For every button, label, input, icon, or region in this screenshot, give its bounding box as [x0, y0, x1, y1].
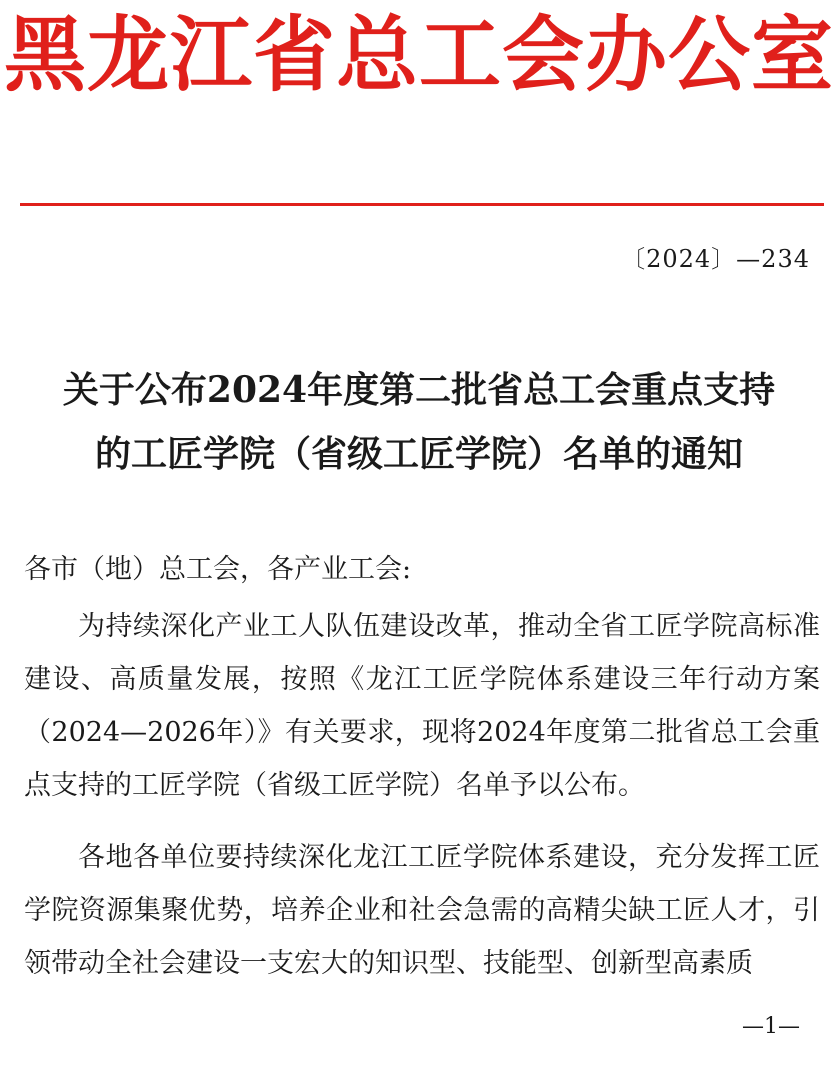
- document-title-line-1: 关于公布2024年度第二批省总工会重点支持: [62, 369, 776, 411]
- red-separator-line: [20, 203, 824, 206]
- document-title: [0, 358, 838, 486]
- document-title-line-2: 的工匠学院（省级工匠学院）名单的通知: [94, 433, 743, 475]
- page-number: —1—: [742, 1014, 800, 1039]
- document-number: 〔2024〕—234: [621, 245, 810, 273]
- issuing-office-header: 黑龙江省总工会办公室: [3, 8, 834, 103]
- salutation: 各市（地）总工会，各产业工会:: [24, 554, 412, 585]
- body-paragraph-2: 各地各单位要持续深化龙江工匠学院体系建设，充分发挥工匠学院资源集聚优势，培养企业和社会急需的高精尖缺工匠人才，引领带动全社会建设一支宏大的知识型、技能型、创新型高素质: [24, 842, 820, 979]
- body-paragraph-1: 为持续深化产业工人队伍建设改革，推动全省工匠学院高标准建设、高质量发展，按照《龙江工匠学院体系建设三年行动方案（2024—2026年）》有关要求，现将2024年度第二批省总工会重点支持的工匠学院（省级工匠学院）名单予以公布。: [24, 611, 820, 801]
